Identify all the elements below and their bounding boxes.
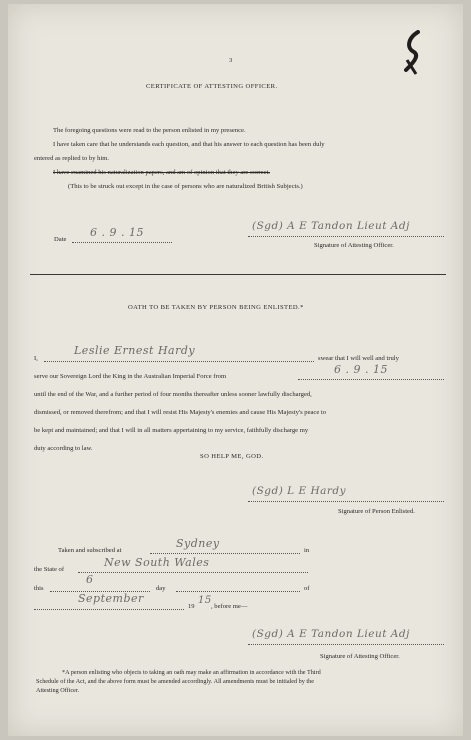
enlistee-signature-line [248, 501, 444, 502]
oath-line-4: dismissed, or removed therefrom; and that I will resist His Majesty's enemies and cause His Majesty's peace to [34, 409, 327, 416]
name-dotted-line [44, 361, 314, 362]
officer-signature-caption: Signature of Attesting Officer. [314, 242, 394, 249]
this-label: this [34, 585, 44, 592]
oath-line-3: until the end of the War, and a further period of four months thereafter unless sooner lawfully discharged, [34, 391, 312, 398]
day-to-of-dotted-line [176, 591, 300, 592]
year-prefix: 19 [188, 603, 195, 610]
officer-signature-value: (Sgd) A E Tandon Lieut Adj [252, 220, 410, 232]
certificate-line-2b: entered as replied to by him. [34, 155, 110, 162]
attesting-signature-line [248, 644, 444, 645]
state-dotted-line [78, 572, 308, 573]
place-value: Sydney [176, 537, 220, 550]
state-value: New South Wales [104, 556, 210, 569]
corner-ink-mark [404, 30, 424, 76]
document-page [8, 4, 463, 736]
date-value: 6 . 9 . 15 [90, 226, 144, 239]
oath-line-1-tail: swear that I will well and truly [318, 355, 399, 362]
enlistee-signature-value: (Sgd) L E Hardy [252, 485, 347, 497]
page-number: 3 [229, 57, 233, 64]
attesting-signature-caption: Signature of Attesting Officer. [320, 653, 400, 660]
oath-closing: SO HELP ME, GOD. [200, 453, 264, 460]
officer-signature-line [248, 236, 444, 237]
day-value: 6 [86, 573, 94, 586]
from-date-dotted-line [298, 379, 444, 380]
taken-label: Taken and subscribed at [58, 547, 122, 554]
footnote-line-3: Attesting Officer. [36, 687, 80, 694]
month-dotted-line [34, 609, 184, 610]
oath-title: OATH TO BE TAKEN BY PERSON BEING ENLISTED.* [128, 304, 304, 311]
from-date-value: 6 . 9 . 15 [334, 363, 388, 376]
certificate-line-3-struck: I have examined his naturalization papers, and am of opinion that they are correct. [53, 169, 270, 176]
oath-line-5: be kept and maintained; and that I will in all matters appertaining to my service, faithfully discharge my [34, 427, 309, 434]
enlistee-name-value: Leslie Ernest Hardy [74, 344, 196, 357]
attesting-signature-value: (Sgd) A E Tandon Lieut Adj [252, 628, 410, 640]
section-divider [30, 274, 446, 275]
certificate-line-1: The foregoing questions were read to the person enlisted in my presence. [53, 127, 246, 134]
date-dotted-line [72, 242, 172, 243]
month-value: September [78, 592, 144, 605]
oath-line-6: duty according to law. [34, 445, 93, 452]
day-label: day [156, 585, 166, 592]
oath-line-2: serve our Sovereign Lord the King in the Australian Imperial Force from [34, 373, 227, 380]
in-label: in [304, 547, 310, 554]
footnote-line-1: *A person enlisting who objects to taking an oath may make an affirmation in accordance with the Third [62, 669, 321, 676]
enlistee-signature-caption: Signature of Person Enlisted. [338, 508, 415, 515]
date-label: Date [54, 236, 67, 243]
year-value: 15 [198, 595, 212, 606]
certificate-line-2a: I have taken care that he understands each question, and that his answer to each question has been duly [53, 141, 325, 148]
place-dotted-line [150, 553, 300, 554]
oath-i-label: I, [34, 355, 38, 362]
state-label: the State of [34, 566, 65, 573]
certificate-title: CERTIFICATE OF ATTESTING OFFICER. [146, 83, 278, 90]
before-me-label: , before me— [211, 603, 248, 610]
certificate-line-4: (This to be struck out except in the case of persons who are naturalized British Subjects.) [68, 183, 303, 190]
of-label: of [304, 585, 310, 592]
footnote-line-2: Schedule of the Act, and the above form must be amended accordingly. All amendments must be initialed by the [36, 678, 314, 685]
